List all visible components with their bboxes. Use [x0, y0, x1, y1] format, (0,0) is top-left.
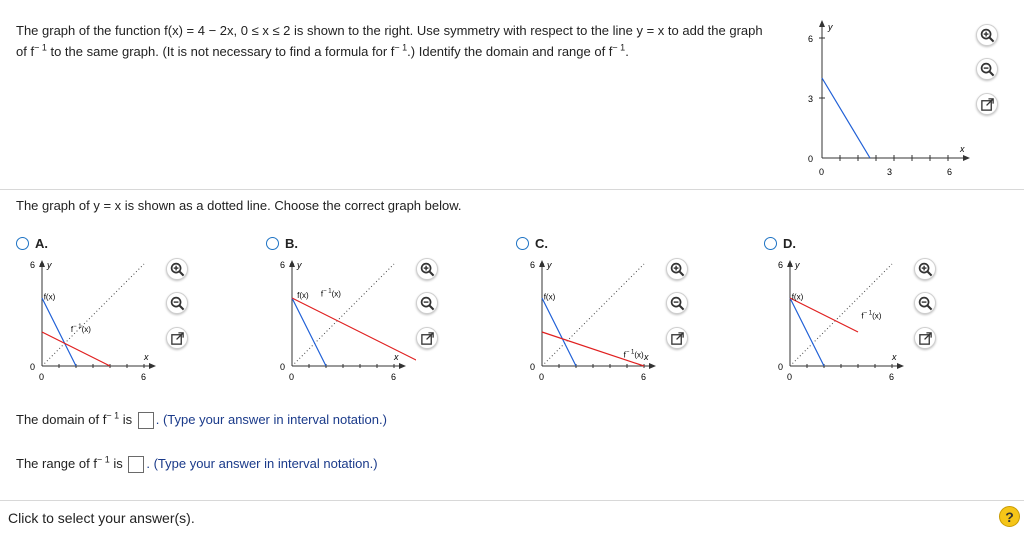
x-axis-label: x [892, 352, 897, 362]
option-2-popout-button[interactable] [416, 327, 438, 349]
finv-label: $f^{- 1}(x)$ [861, 310, 882, 321]
finv-label: $f^{- 1}(x)$ [623, 349, 644, 360]
main-y-tick-3: 3 [808, 94, 814, 104]
zoom-in-icon [670, 262, 685, 277]
finv-line [42, 332, 110, 366]
y-axis-label: y [795, 260, 800, 270]
range-input[interactable] [128, 456, 144, 473]
option-radio-4[interactable] [764, 237, 777, 250]
option-radio-2[interactable] [266, 237, 279, 250]
question-line-2: of $f^{- 1}$ to the same graph. (It is not necessary to find a formula for $f^{- 1}$.) Identify the domain and range of $f^{- 1}$. [16, 42, 629, 59]
option-2-zoom-in-button[interactable] [416, 258, 438, 280]
option-radio-3[interactable] [516, 237, 529, 250]
main-zoom-in-button[interactable] [976, 24, 998, 46]
main-graph [800, 14, 980, 186]
popout-icon [170, 331, 185, 346]
popout-icon [420, 331, 435, 346]
y-axis-label: y [547, 260, 552, 270]
x-axis-arrow [897, 363, 904, 369]
option-3-popout-button[interactable] [666, 327, 688, 349]
y-tick-label-6: 6 [530, 260, 536, 270]
x-tick-label-6: 6 [641, 372, 647, 382]
section-divider [0, 189, 1024, 190]
main-x-tick-3: 3 [887, 167, 893, 177]
question-text [16, 20, 806, 62]
x-tick-label-6: 6 [141, 372, 147, 382]
y-tick-label-0: 0 [530, 362, 536, 372]
zoom-out-icon [170, 296, 185, 311]
domain-line: The domain of $f^{- 1}$ is . (Type your answer in interval notation.) [16, 412, 387, 429]
status-text: Click to select your answer(s). [8, 510, 195, 526]
zoom-out-icon [670, 296, 685, 311]
option-1-popout-button[interactable] [166, 327, 188, 349]
y-tick-label-6: 6 [778, 260, 784, 270]
fx-label: f(x) [297, 291, 309, 300]
x-axis-label: x [394, 352, 399, 362]
x-axis-arrow [399, 363, 406, 369]
option-2-zoom-out-button[interactable] [416, 292, 438, 314]
option-graph-2 [266, 256, 416, 396]
y-tick-label-0: 0 [280, 362, 286, 372]
x-axis-arrow [149, 363, 156, 369]
option-4-popout-button[interactable] [914, 327, 936, 349]
zoom-in-icon [980, 28, 995, 43]
zoom-out-icon [420, 296, 435, 311]
main-y-tick-6: 6 [808, 34, 814, 44]
y-axis-label: y [297, 260, 302, 270]
identity-dotted-line [292, 264, 394, 366]
x-tick-label-0: 0 [289, 372, 295, 382]
option-label-1: A. [35, 236, 48, 251]
x-axis-arrow [649, 363, 656, 369]
fx-line [790, 298, 824, 366]
y-tick-label-0: 0 [30, 362, 36, 372]
prompt-text: The graph of y = x is shown as a dotted line. Choose the correct graph below. [16, 198, 462, 213]
popout-icon [918, 331, 933, 346]
main-x-label: x [960, 144, 965, 154]
option-label-3: C. [535, 236, 548, 251]
y-tick-label-6: 6 [30, 260, 36, 270]
popout-icon [980, 97, 995, 112]
fx-label: f(x) [543, 292, 556, 302]
main-fx-line [822, 78, 870, 158]
finv-label: $f^{- 1}(x)$ [70, 324, 91, 334]
identity-dotted-line [42, 264, 144, 366]
fx-label: f(x) [43, 292, 56, 302]
zoom-in-icon [170, 262, 185, 277]
main-y-arrow [819, 20, 825, 27]
option-graph-4 [764, 256, 914, 396]
y-axis-label: y [47, 260, 52, 270]
option-radio-1[interactable] [16, 237, 29, 250]
option-graph-3 [516, 256, 666, 396]
x-axis-label: x [144, 352, 149, 362]
main-x-arrow [963, 155, 970, 161]
y-tick-label-0: 0 [778, 362, 784, 372]
x-axis-label: x [644, 352, 649, 362]
x-tick-label-0: 0 [539, 372, 545, 382]
main-y-label: y [828, 22, 833, 32]
option-3-zoom-out-button[interactable] [666, 292, 688, 314]
x-tick-label-6: 6 [889, 372, 895, 382]
finv-line [790, 298, 858, 332]
main-x-tick-0: 0 [819, 167, 825, 177]
fx-line [542, 298, 576, 366]
option-3-zoom-in-button[interactable] [666, 258, 688, 280]
finv-label: $f^{- 1}(x)$ [320, 288, 341, 299]
main-popout-button[interactable] [976, 93, 998, 115]
zoom-out-icon [918, 296, 933, 311]
x-tick-label-0: 0 [39, 372, 45, 382]
zoom-out-icon [980, 62, 995, 77]
option-label-4: D. [783, 236, 796, 251]
footer-divider [0, 500, 1024, 501]
x-tick-label-6: 6 [391, 372, 397, 382]
option-4-zoom-in-button[interactable] [914, 258, 936, 280]
main-y-tick-0: 0 [808, 154, 814, 164]
main-zoom-out-button[interactable] [976, 58, 998, 80]
option-1-zoom-out-button[interactable] [166, 292, 188, 314]
question-line-1: The graph of the function f(x) = 4 − 2x, 0 ≤ x ≤ 2 is shown to the right. Use symmetry with respect to the line y = x to add the graph [16, 23, 763, 38]
zoom-in-icon [420, 262, 435, 277]
option-4-zoom-out-button[interactable] [914, 292, 936, 314]
range-line: The range of $f^{- 1}$ is . (Type your answer in interval notation.) [16, 456, 378, 473]
help-button[interactable]: ? [999, 506, 1020, 527]
option-label-2: B. [285, 236, 298, 251]
x-tick-label-0: 0 [787, 372, 793, 382]
option-1-zoom-in-button[interactable] [166, 258, 188, 280]
fx-line [292, 298, 326, 366]
domain-input[interactable] [138, 412, 154, 429]
y-tick-label-6: 6 [280, 260, 286, 270]
zoom-in-icon [918, 262, 933, 277]
popout-icon [670, 331, 685, 346]
main-x-tick-6: 6 [947, 167, 953, 177]
fx-label: f(x) [791, 292, 804, 302]
option-graph-1 [16, 256, 166, 396]
